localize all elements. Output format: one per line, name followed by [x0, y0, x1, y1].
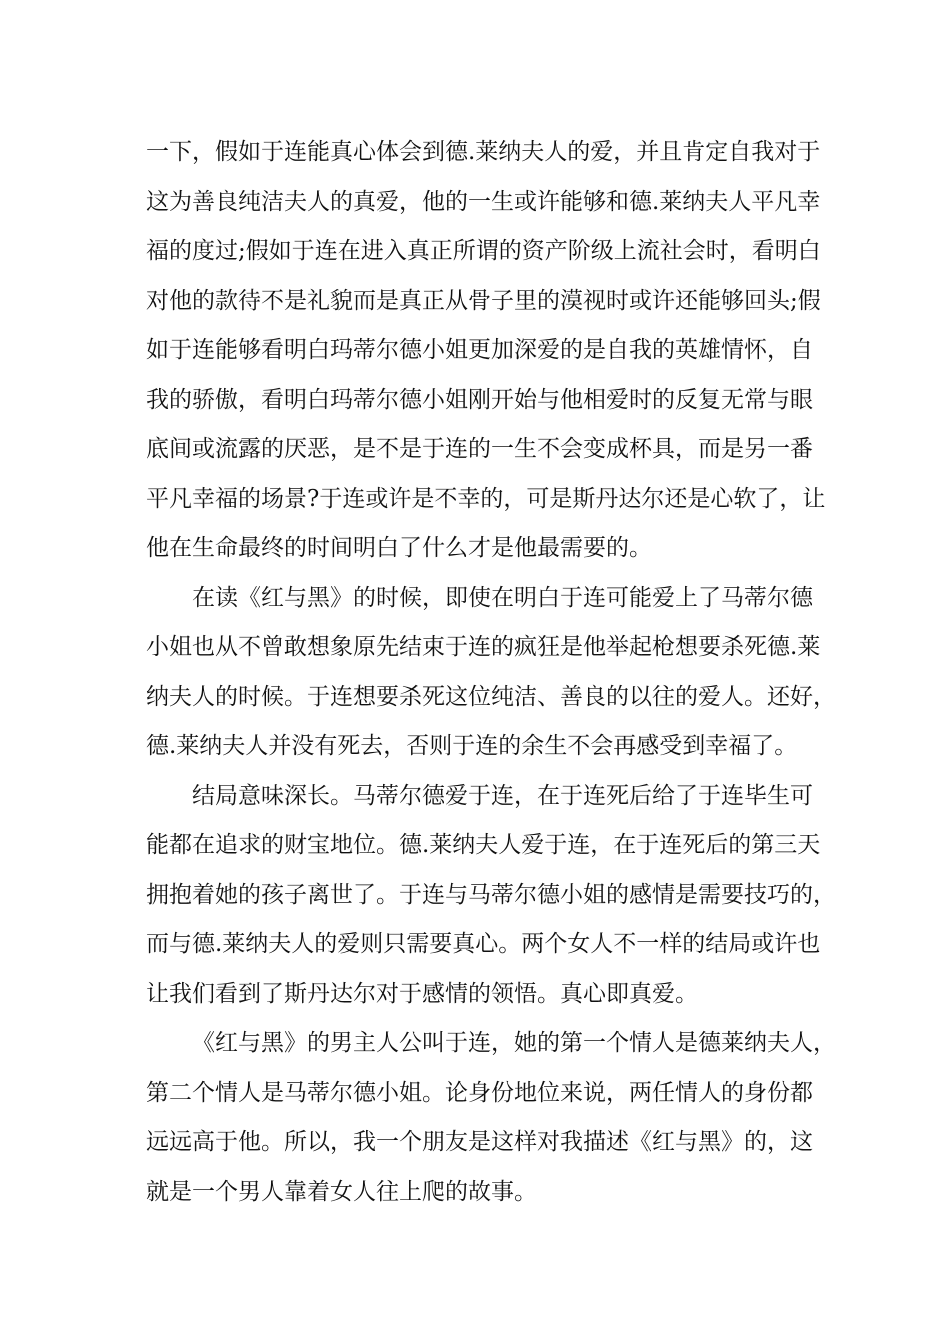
text-line: 对他的款待不是礼貌而是真正从骨子里的漠视时或许还能够回头;假	[146, 287, 821, 314]
text-line: 一下，假如于连能真心体会到德.莱纳夫人的爱，并且肯定自我对于	[146, 139, 821, 165]
text-line: 如于连能够看明白玛蒂尔德小姐更加深爱的是自我的英雄情怀，自	[146, 337, 813, 363]
text-line: 就是一个男人靠着女人往上爬的故事。	[146, 1178, 537, 1205]
text-line: 纳夫人的时候。于连想要杀死这位纯洁、善良的以往的爱人。还好，	[146, 683, 836, 710]
body-text	[146, 128, 836, 1217]
text-line: 这为善良纯洁夫人的真爱，他的一生或许能够和德.莱纳夫人平凡幸	[146, 188, 821, 215]
text-line: 小姐也从不曾敢想象原先结束于连的疯狂是他举起枪想要杀死德.莱	[146, 634, 821, 660]
text-line: 德.莱纳夫人并没有死去，否则于连的余生不会再感受到幸福了。	[146, 733, 798, 759]
text-line: 拥抱着她的孩子离世了。于连与马蒂尔德小姐的感情是需要技巧的，	[146, 881, 836, 908]
text-line: 平凡幸福的场景?于连或许是不幸的，可是斯丹达尔还是心软了，让	[146, 485, 826, 512]
text-line: 他在生命最终的时间明白了什么才是他最需要的。	[146, 535, 652, 561]
text-line: 福的度过;假如于连在进入真正所谓的资产阶级上流社会时，看明白	[146, 238, 821, 264]
text-line: 底间或流露的厌恶，是不是于连的一生不会变成杯具，而是另一番	[146, 436, 813, 462]
text-line: 能都在追求的财宝地位。德.莱纳夫人爱于连，在于连死后的第三天	[146, 832, 821, 858]
text-line: 远远高于他。所以，我一个朋友是这样对我描述《红与黑》的，这	[146, 1129, 813, 1155]
text-line: 而与德.莱纳夫人的爱则只需要真心。两个女人不一样的结局或许也	[146, 931, 821, 957]
paragraph-start-line: 《红与黑》的男主人公叫于连，她的第一个情人是德莱纳夫人，	[192, 1030, 836, 1056]
paragraph-start-line: 在读《红与黑》的时候，即使在明白于连可能爱上了马蒂尔德	[192, 584, 813, 611]
text-line: 第二个情人是马蒂尔德小姐。论身份地位来说，两任情人的身份都	[146, 1079, 813, 1106]
paragraph-start-line: 结局意味深长。马蒂尔德爱于连，在于连死后给了于连毕生可	[192, 782, 813, 809]
text-line: 让我们看到了斯丹达尔对于感情的领悟。真心即真爱。	[146, 980, 698, 1007]
text-line: 我的骄傲，看明白玛蒂尔德小姐刚开始与他相爱时的反复无常与眼	[146, 386, 813, 413]
